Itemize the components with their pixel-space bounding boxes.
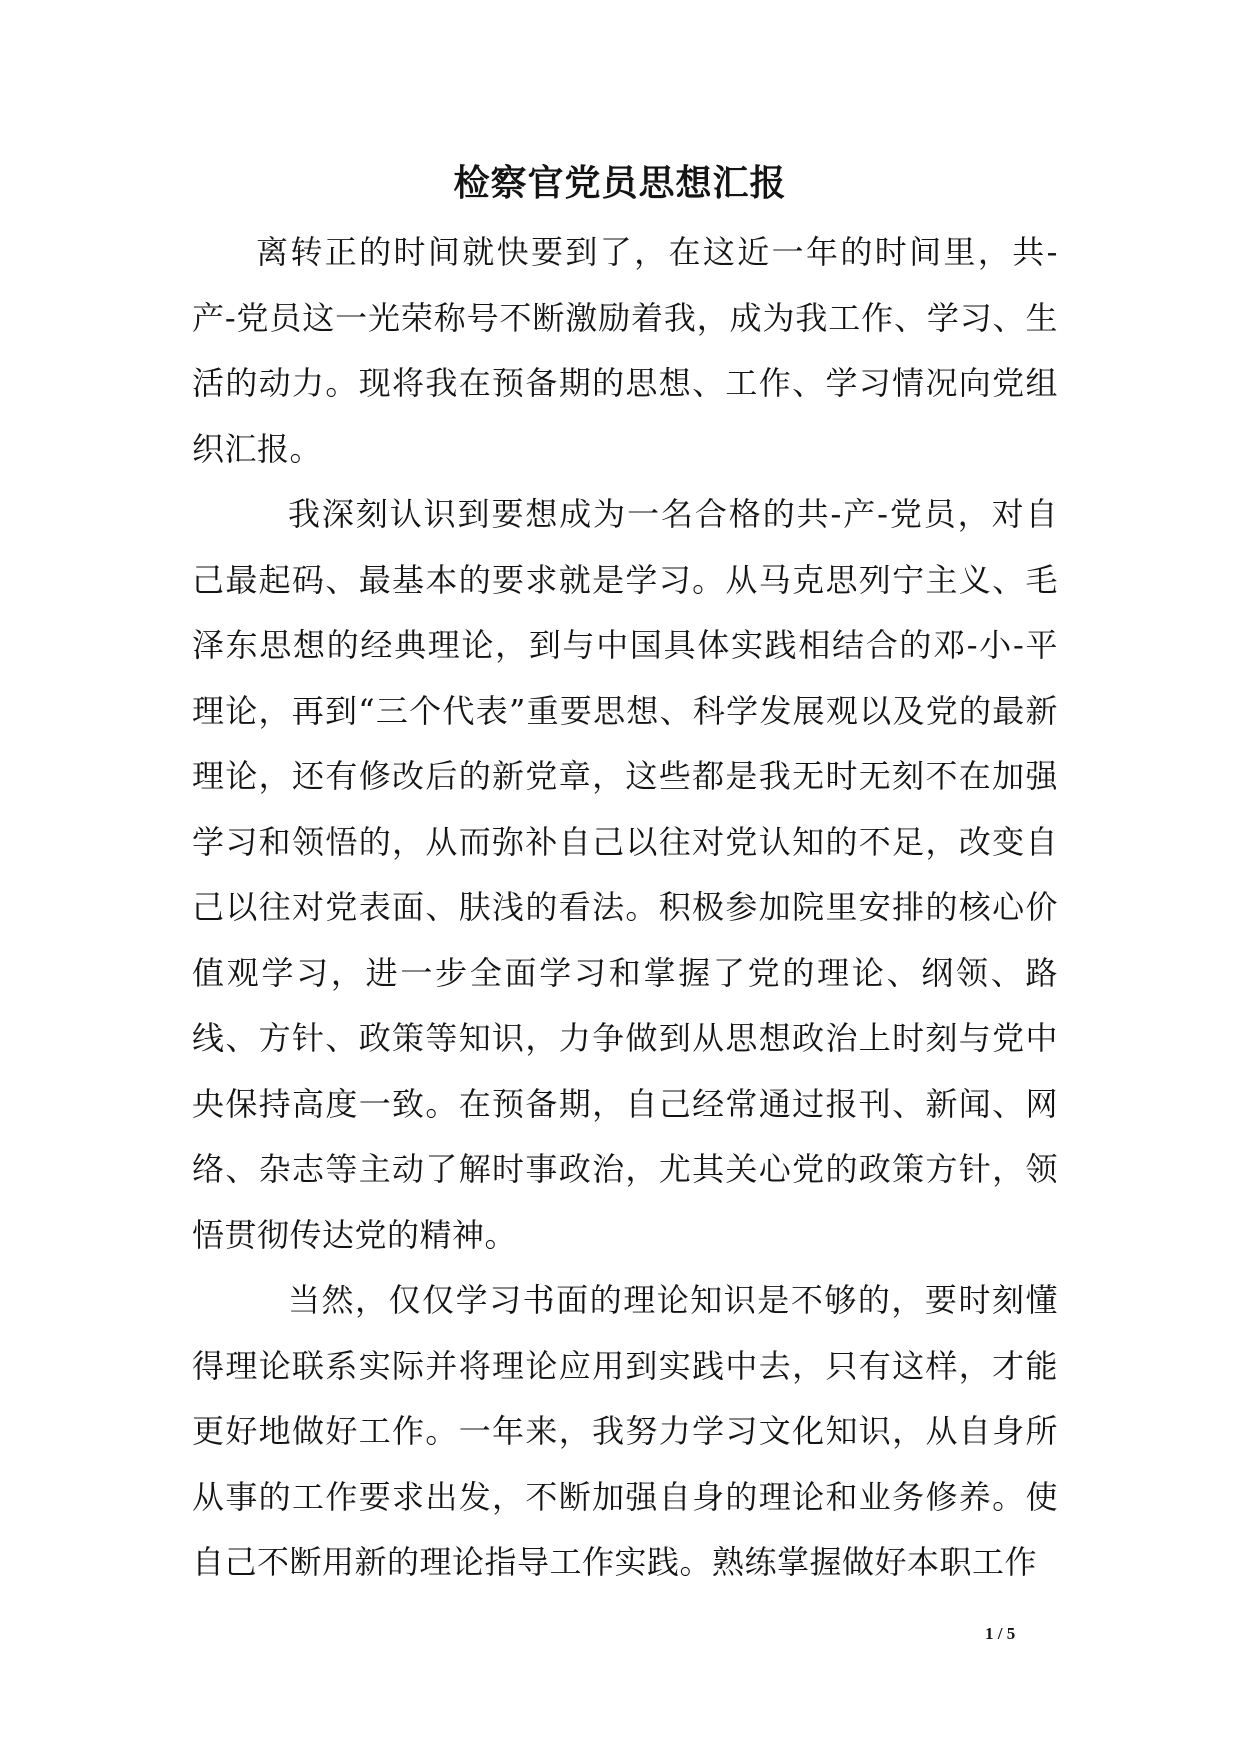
- document-body: [192, 220, 1058, 1596]
- paragraph-intro: 离转正的时间就快要到了，在这近一年的时间里，共-产-党员这一光荣称号不断激励着我，成为我工作、学习、生活的动力。现将我在预备期的思想、工作、学习情况向党组织汇报。: [192, 233, 1058, 468]
- paragraph-practice: 当然，仅仅学习书面的理论知识是不够的，要时刻懂得理论联系实际并将理论应用到实践中去，只有这样，才能更好地做好工作。一年来，我努力学习文化知识，从自身所从事的工作要求出发，不断加强自身的理论和业务修养。使自己不断用新的理论指导工作实践。熟练掌握做好本职工作: [192, 1281, 1058, 1581]
- paragraph-study: 我深刻认识到要想成为一名合格的共-产-党员，对自己最起码、最基本的要求就是学习。从马克思列宁主义、毛泽东思想的经典理论，到与中国具体实践相结合的邓-小-平理论，再到“三个代表”重要思想、科学发展观以及党的最新理论，还有修改后的新党章，这些都是我无时无刻不在加强学习和领悟的，从而弥补自己以往对党认知的不足，改变自己以往对党表面、肤浅的看法。积极参加院里安排的核心价值观学习，进一步全面学习和掌握了党的理论、纲领、路线、方针、政策等知识，力争做到从思想政治上时刻与党中央保持高度一致。在预备期，自己经常通过报刊、新闻、网络、杂志等主动了解时事政治，尤其关心党的政策方针，领悟贯彻传达党的精神。: [192, 495, 1058, 1254]
- page-number: 1 / 5: [985, 1624, 1016, 1643]
- document-title: 检察官党员思想汇报: [453, 162, 787, 204]
